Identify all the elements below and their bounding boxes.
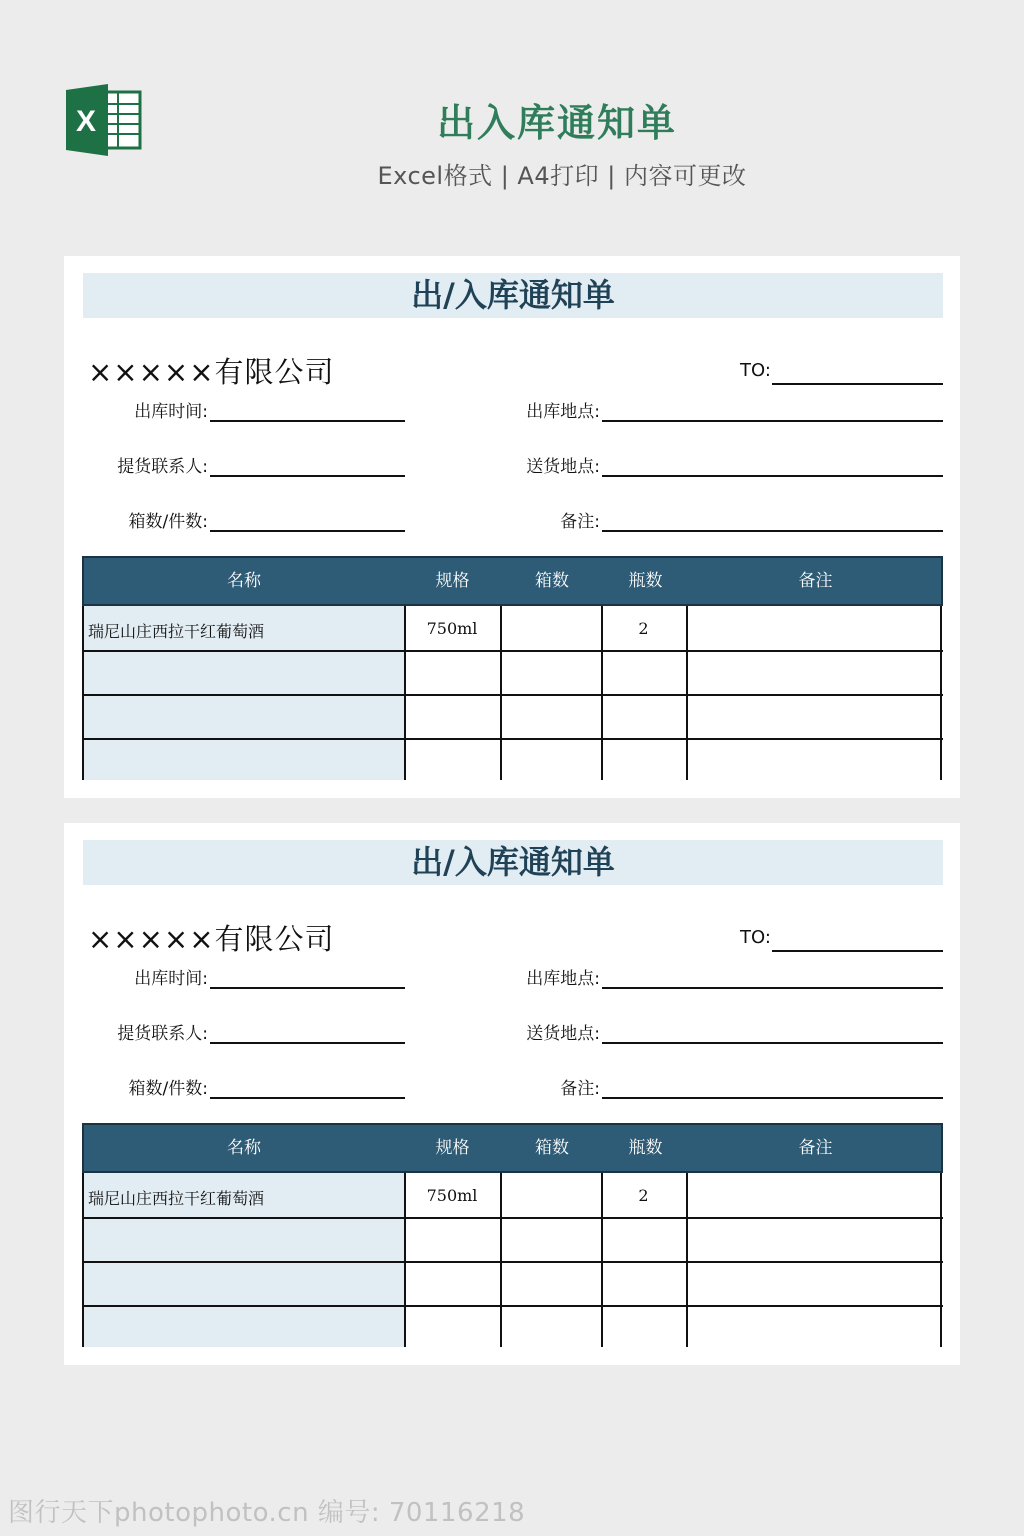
to-field[interactable]	[772, 383, 943, 385]
column-header-boxes: 箱数	[535, 1138, 569, 1158]
row-divider	[82, 1217, 943, 1219]
box-count-field[interactable]	[210, 530, 405, 532]
delivery-location-field[interactable]	[602, 475, 943, 477]
contact-label: 提货联系人:	[117, 457, 208, 477]
column-divider	[500, 606, 502, 780]
remark-label: 备注:	[560, 1079, 600, 1099]
delivery-location-label: 送货地点:	[526, 1024, 600, 1044]
row-divider	[82, 738, 943, 740]
column-divider	[500, 1173, 502, 1347]
table-header	[82, 1123, 943, 1173]
box-count-label: 箱数/件数:	[128, 512, 208, 532]
column-header-spec: 规格	[435, 1138, 470, 1158]
item-table	[82, 1123, 943, 1347]
column-header-remark: 备注	[798, 1138, 833, 1158]
to-label: TO:	[740, 360, 771, 381]
column-header-name: 名称	[227, 571, 261, 591]
column-divider	[686, 1173, 688, 1347]
remark-field[interactable]	[602, 530, 943, 532]
contact-field[interactable]	[210, 475, 405, 477]
column-divider	[686, 606, 688, 780]
item-table	[82, 556, 943, 780]
to-field[interactable]	[772, 950, 943, 952]
column-divider	[940, 1173, 942, 1347]
column-header-bottles: 瓶数	[628, 1138, 663, 1158]
page-subtitle: Excel格式 | A4打印 | 内容可更改	[377, 162, 747, 190]
remark-field[interactable]	[602, 1097, 943, 1099]
column-header-bottles: 瓶数	[628, 571, 663, 591]
column-header-spec: 规格	[435, 571, 470, 591]
row-1-bottles[interactable]: 2	[638, 1186, 649, 1205]
row-1-spec[interactable]: 750ml	[426, 619, 478, 638]
out-location-field[interactable]	[602, 987, 943, 989]
row-1-spec[interactable]: 750ml	[426, 1186, 478, 1205]
out-time-label: 出库时间:	[134, 402, 208, 422]
row-1-bottles[interactable]: 2	[638, 619, 649, 638]
excel-logo-letter: X	[75, 105, 97, 138]
box-count-field[interactable]	[210, 1097, 405, 1099]
company-name: ×××××有限公司	[88, 922, 335, 956]
column-header-remark: 备注	[798, 571, 833, 591]
row-divider	[82, 694, 943, 696]
column-divider	[82, 1173, 84, 1347]
watermark-text: 图行天下photophoto.cn 编号: 70116218	[8, 1498, 526, 1528]
out-location-label: 出库地点:	[526, 402, 600, 422]
row-divider	[82, 1305, 943, 1307]
box-count-label: 箱数/件数:	[128, 1079, 208, 1099]
column-divider	[940, 606, 942, 780]
page-title: 出入库通知单	[436, 101, 677, 145]
contact-label: 提货联系人:	[117, 1024, 208, 1044]
delivery-location-field[interactable]	[602, 1042, 943, 1044]
out-time-field[interactable]	[210, 420, 405, 422]
column-header-name: 名称	[227, 1138, 261, 1158]
delivery-location-label: 送货地点:	[526, 457, 600, 477]
row-divider	[82, 1261, 943, 1263]
column-divider	[82, 606, 84, 780]
out-time-field[interactable]	[210, 987, 405, 989]
company-name: ×××××有限公司	[88, 355, 335, 389]
row-1-name[interactable]: 瑞尼山庄西拉干红葡萄酒	[88, 622, 265, 641]
out-location-label: 出库地点:	[526, 969, 600, 989]
table-header	[82, 556, 943, 606]
out-time-label: 出库时间:	[134, 969, 208, 989]
column-header-boxes: 箱数	[535, 571, 569, 591]
row-1-name[interactable]: 瑞尼山庄西拉干红葡萄酒	[88, 1189, 265, 1208]
to-label: TO:	[740, 927, 771, 948]
out-location-field[interactable]	[602, 420, 943, 422]
sheet-banner-title: 出/入库通知单	[83, 840, 943, 885]
sheet-banner-title: 出/入库通知单	[83, 273, 943, 318]
notice-sheet-1	[64, 256, 960, 798]
contact-field[interactable]	[210, 1042, 405, 1044]
row-divider	[82, 650, 943, 652]
notice-sheet-2	[64, 823, 960, 1365]
remark-label: 备注:	[560, 512, 600, 532]
